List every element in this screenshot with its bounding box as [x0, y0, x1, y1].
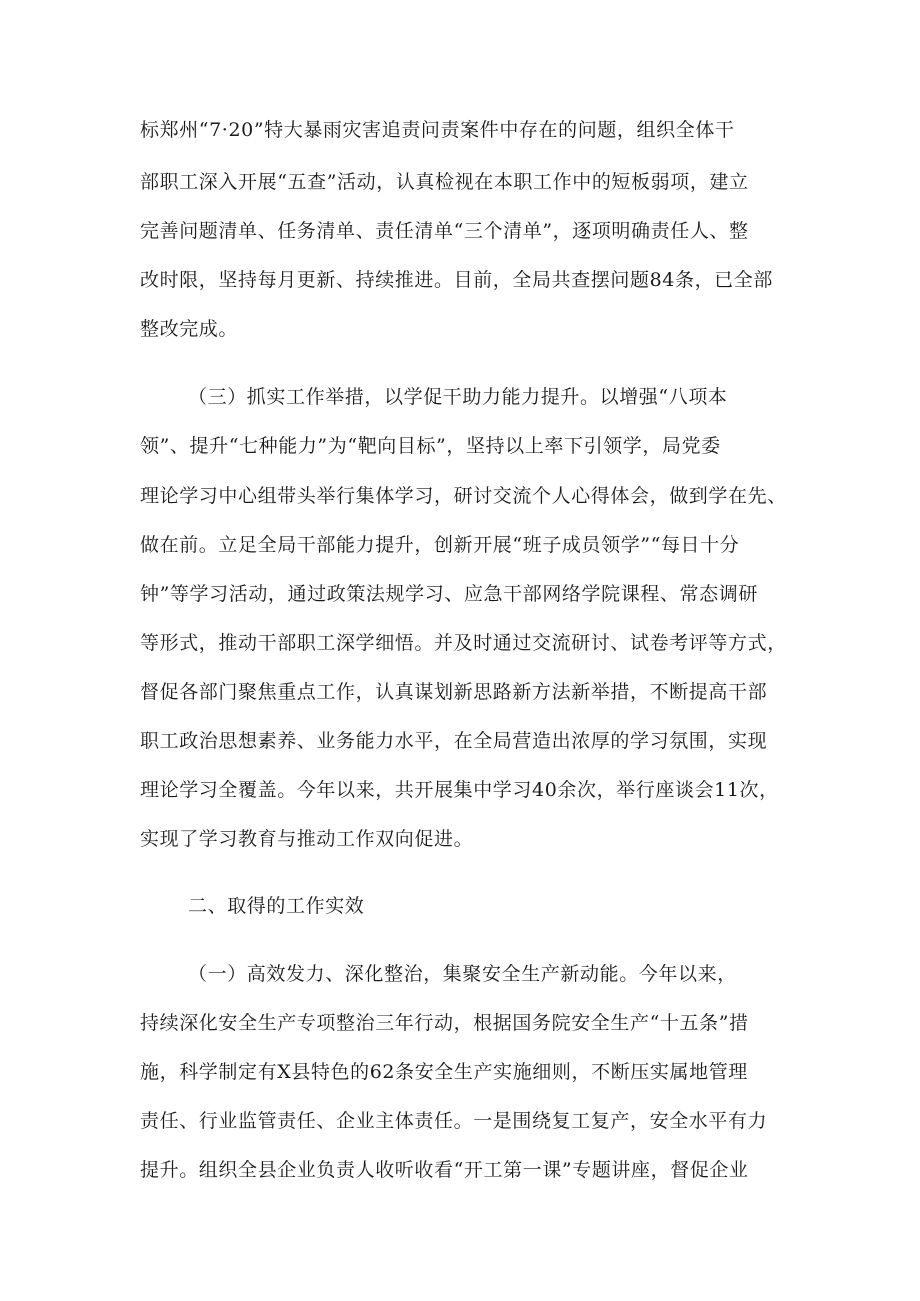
- text-line: 实现了学习教育与推动工作双向促进。: [140, 828, 474, 850]
- text-line: 部职工深入开展“五查”活动，认真检视在本职工作中的短板弱项，建立: [140, 171, 749, 193]
- text-line: 标郑州“7·20”特大暴雨灾害追责问责案件中存在的问题，组织全体干: [140, 119, 735, 141]
- text-line: 钟”等学习活动，通过政策法规学习、应急干部网络学院课程、常态调研: [140, 583, 758, 605]
- section-heading: 二、取得的工作实效: [188, 895, 365, 917]
- text-line: 领”、提升“七种能力”为“靶向目标”，坚持以上率下引领学，局党委: [140, 435, 721, 457]
- text-line: 职工政治思想素养、业务能力水平，在全局营造出浓厚的学习氛围，实现: [140, 730, 768, 752]
- text-line: 理论学习中心组带头举行集体学习，研讨交流个人心得体会，做到学在先、: [140, 485, 787, 507]
- text-line: 施，科学制定有X县特色的62条安全生产实施细则，不断压实属地管理: [140, 1061, 748, 1083]
- text-line: 完善问题清单、任务清单、责任清单“三个清单”，逐项明确责任人、整: [140, 220, 749, 242]
- text-line: 整改完成。: [140, 318, 239, 340]
- text-line: 理论学习全覆盖。今年以来，共开展集中学习40余次，举行座谈会11次，: [140, 779, 779, 801]
- text-line: 等形式，推动干部职工深学细悟。并及时通过交流研讨、试卷考评等方式，: [140, 632, 787, 654]
- text-line: 改时限，坚持每月更新、持续推进。目前，全局共查摆问题84条，已全部: [140, 269, 773, 291]
- text-line: 持续深化安全生产专项整治三年行动，根据国务院安全生产“十五条”措: [140, 1012, 749, 1034]
- text-line: （一）高效发力、深化整治，集聚安全生产新动能。今年以来，: [188, 963, 737, 985]
- text-line: （三）抓实工作举措，以学促干助力能力提升。以增强“八项本: [188, 386, 728, 408]
- text-line: 责任、行业监管责任、企业主体责任。一是围绕复工复产，安全水平有力: [140, 1110, 768, 1132]
- text-line: 督促各部门聚焦重点工作，认真谋划新思路新方法新举措，不断提高干部: [140, 681, 768, 703]
- text-line: 提升。组织全县企业负责人收听收看“开工第一课”专题讲座，督促企业: [140, 1159, 749, 1181]
- text-line: 做在前。立足全局干部能力提升，创新开展“班子成员领学”“每日十分: [140, 534, 740, 556]
